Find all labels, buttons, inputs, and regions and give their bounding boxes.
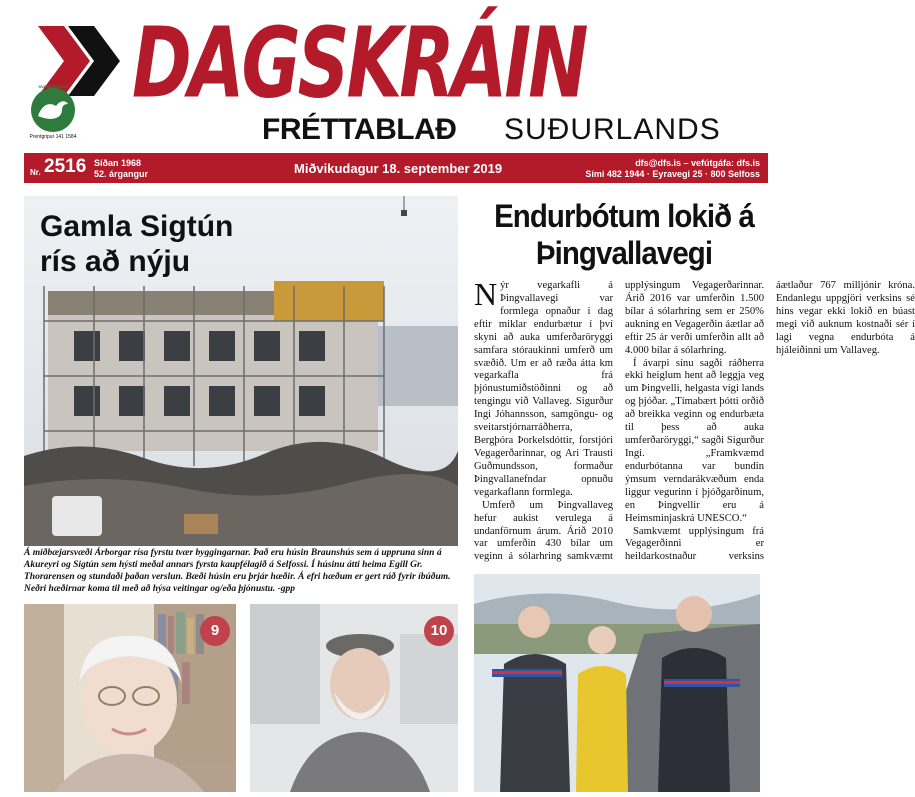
teaser-page-9[interactable]	[24, 604, 236, 792]
lead-headline-line-1: Gamla Sigtún	[40, 210, 234, 243]
story-paragraph-4: Samkvæmt upplýsingum frá Vegagerðinni er heildarkostnaður verksins áætlaður 767 milljónir króna. Endanlegu uppgjöri verksins sé hins vegar ekki lokið en búast megi við auknum kostnaði sér í lagi vegna endurbóta á hjáleiðinni um Vallaveg.	[625, 280, 915, 563]
subtitle-frettabla: FRÉTTABLAÐ	[262, 113, 457, 146]
ribbon-cutting-photo	[474, 574, 760, 792]
story-headline-line-2: Þingvallavegi	[535, 234, 713, 271]
contact-phone-address: Sími 482 1944 · Eyravegi 25 · 800 Selfoss	[585, 169, 760, 179]
teaser-page-10[interactable]	[250, 604, 458, 792]
story-headline	[486, 198, 762, 272]
page-badge-10: 10	[424, 616, 454, 646]
story-paragraph-1	[474, 276, 613, 500]
volume-number: 52. árgangur	[94, 169, 149, 179]
story-paragraph-3: Í ávarpi sínu sagði ráðherra ekki heiglum hent að leggja veg um Þingvelli, helgasta vígi lands og þjóðar. „Tímabært þótti orðið að breikka veginn og endurbæta til þess að auka umferðaröryggi,“ sagði Sigurður Ingi. „Framkvæmd endurbótanna var bundin ýmsum verndarákvæðum enda liggur vegurinn í þjóðgarðinum, en Þingvellir eru á Heimsminjaskrá UNESCO.“	[625, 357, 764, 524]
contact-email-web: dfs@dfs.is – vefútgáfa: dfs.is	[635, 158, 760, 168]
page-badge-9: 9	[200, 616, 230, 646]
swan-ecolabel-icon	[26, 86, 80, 134]
issue-date: Miðvikudagur 18. september 2019	[294, 161, 503, 176]
subtitle-sudurlands: SUÐURLANDS	[504, 113, 721, 146]
story-dropcap: N	[474, 276, 498, 312]
story-body	[474, 276, 915, 568]
story-paragraph-2: Umferð um Þingvallaveg hefur aukist verulega á undanförnum árum. Árið 2010 var umferðin 430 bílar um veginn á sólarhring samkvæmt upplýsingum Vegagerðarinnar. Árið 2016 var umferðin 1.500 bílar á sólarhring sem er 250% aukning en Vegagerðin áætlar að eftir 25 ár verði umferðin allt að 4.000 bílar á sólarhring.	[474, 280, 764, 563]
issue-info-bar	[24, 153, 768, 183]
lead-photo-caption: Á miðbæjarsvæði Árborgar rísa fyrstu tvær byggingarnar. Það eru húsin Braunshús sem á upprunа sinn á Akureyri og Sigtún sem hýsti meðal annars fyrsta kaupfélagið á Selfossi. Í húsinu átti heima Egill Gr. Thorarensen og stundaði þaðan verslun. Bæði húsin eru þrjár hæðir. Á efri hæðum er gert ráð fyrir íbúðum. Neðri hæðirnar koma til með að hýsa veitingar og/eða þjónustu. -gpp	[24, 548, 451, 594]
story-paragraph-1-text: ýr vegarkafli á Þingvallavegi var formlega opnaður í dag eftir miklar endurbætur í því skyni að auka umferðaröryggi samfara stóraukinni umferð um svæðið. Um er að ræða átta km vegarkafla frá þjónustumiðstöðinni og að tengingu við Vallaveg. Sigurður Ingi Jóhannsson, samgöngu- og sveitarstjórnarráðherra, Bergþóra Þorkelsdóttir, forstjóri Vegagerðarinnar, og Ari Trausti Guðmundsson, formaður Þingvallanefndar opnuðu vegarkaflann formlega.	[474, 280, 613, 498]
masthead	[0, 0, 792, 152]
ribbon-cutting-illustration	[474, 574, 760, 792]
since-year: Síðan 1968	[94, 158, 142, 168]
lead-headline-line-2: rís að nýju	[40, 244, 191, 278]
newspaper-title: DAGSKRÁIN	[132, 5, 586, 120]
ecolabel-top-text: SVANSMERKIÐ	[38, 84, 68, 89]
lead-headline	[40, 210, 233, 279]
issue-number: 2516	[44, 156, 87, 177]
ecolabel-logo	[26, 86, 80, 150]
issue-prefix: Nr.	[30, 168, 41, 177]
story-headline-line-1: Endurbótum lokið á	[494, 198, 754, 234]
ecolabel-bottom-text: Prentgripur 141 1584	[29, 134, 77, 140]
